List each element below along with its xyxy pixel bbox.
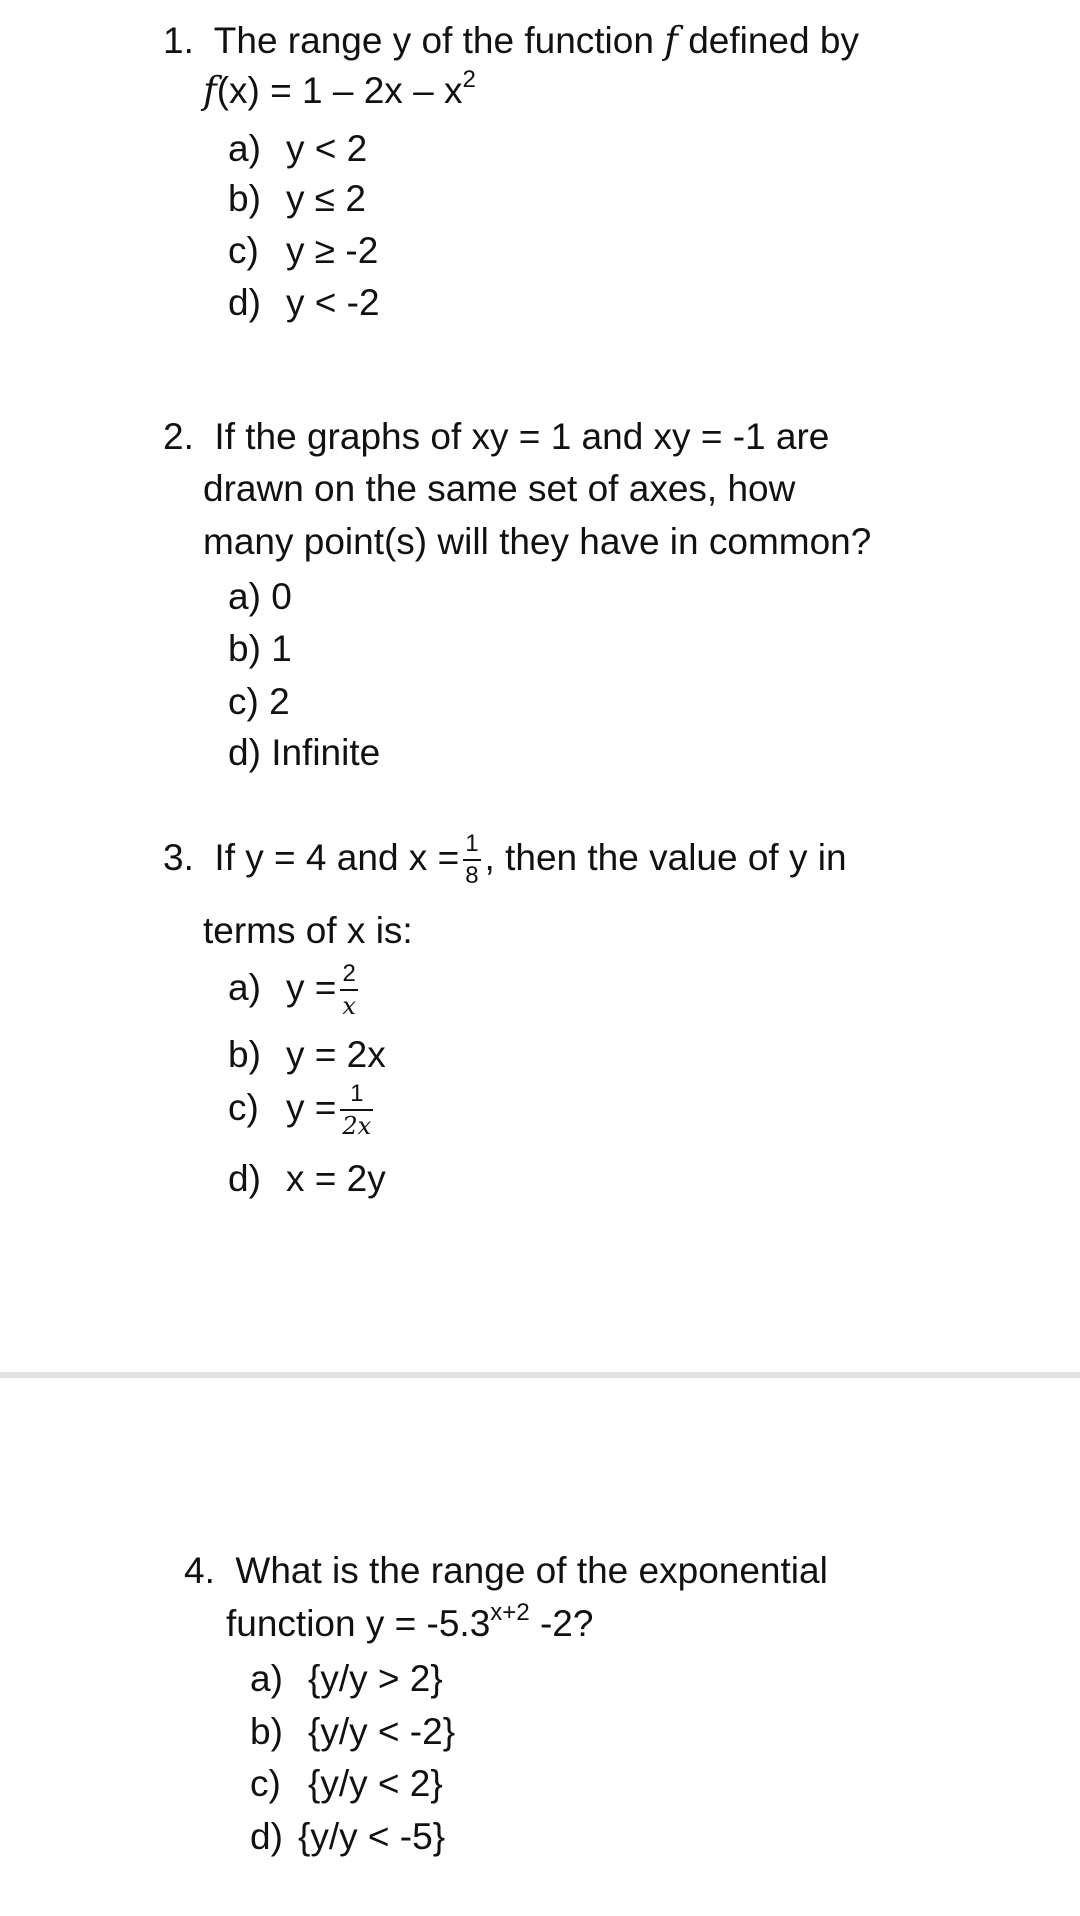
question-1-option-c[interactable]: c) y ≥ -2 (228, 230, 379, 271)
question-1-function: $f(x) = 1 - 2x - x^2$ (203, 66, 476, 112)
question-4-stem-line-2: function $y = -5.3^{x+2}$ -2? (226, 1599, 594, 1644)
question-1-number: 1. (163, 20, 194, 61)
question-3-stem-line-2: terms of x is: (203, 910, 413, 951)
fraction-one-over-2x: $\frac{1}{2x}$ (342, 1080, 372, 1140)
fraction-one-eighth: $\frac{1}{8}$ (465, 830, 479, 889)
question-1-option-d[interactable]: d) y < -2 (228, 282, 380, 323)
question-2-option-d[interactable]: d) Infinite (228, 732, 381, 773)
question-2-stem-line-3: many point(s) will they have in common? (203, 521, 872, 562)
question-2-option-b[interactable]: b) 1 (228, 628, 292, 669)
question-3-option-d[interactable]: d) x = 2y (228, 1158, 386, 1199)
question-2-number: 2. (163, 416, 194, 457)
question-4-option-d[interactable]: d) {y/y < -5} (250, 1816, 446, 1857)
question-4-option-b[interactable]: b) {y/y < -2} (250, 1711, 456, 1752)
question-4-stem-line-1: 4. What is the range of the exponential (184, 1550, 828, 1591)
question-4-option-c[interactable]: c) {y/y < 2} (250, 1763, 443, 1804)
question-2-stem-line-1: 2. If the graphs of xy = 1 and xy = -1 are (163, 416, 830, 457)
question-2-option-c[interactable]: c) 2 (228, 681, 290, 722)
question-1-stem: 1. The range y of the function f defined by (163, 19, 859, 62)
page-separator (0, 1372, 1080, 1378)
question-1-option-a[interactable]: a) y < 2 (228, 128, 368, 169)
question-3-option-a[interactable]: a) y = $\frac{2}{x}$ (228, 960, 356, 1020)
question-4-number: 4. (184, 1550, 215, 1591)
question-3-stem: 3. If y = 4 and x = $\frac{1}{8}$ , then the value of y in (163, 830, 847, 889)
question-4-option-a[interactable]: a) {y/y > 2} (250, 1658, 443, 1699)
question-3-number: 3. (163, 836, 194, 878)
fraction-two-over-x: $\frac{2}{x}$ (342, 960, 356, 1020)
question-2-stem-line-2: drawn on the same set of axes, how (203, 468, 796, 509)
question-3-option-b[interactable]: b) y = 2x (228, 1034, 386, 1075)
question-2-option-a[interactable]: a) 0 (228, 576, 292, 617)
question-3-option-c[interactable]: c) y = $\frac{1}{2x}$ (228, 1080, 372, 1140)
question-1-option-b[interactable]: b) y ≤ 2 (228, 178, 366, 219)
